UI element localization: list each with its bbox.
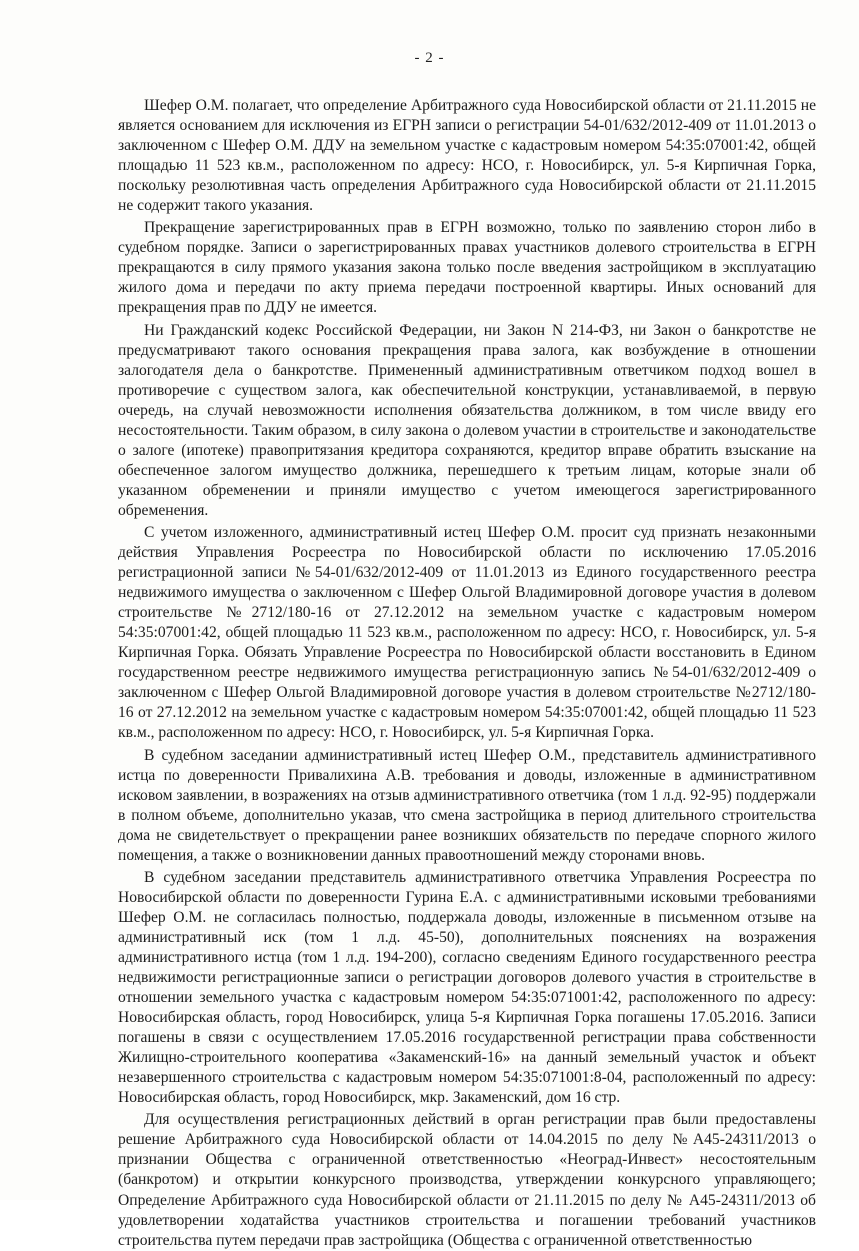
paragraph: В судебном заседании административный истец Шефер О.М., представитель административного истца по доверенности Привалихина А.В. требования и доводы, изложенные в административном исковом заявлении, в возражениях на отзыв административного ответчика (том 1 л.д. 92-95) поддержали в полном объеме, дополнительно указав, что смена застройщика в период длительного строительства дома не свидетельствует о прекращении ранее возникших обязательств по передаче спорного жилого помещения, а также о возникновении данных правоотношений между сторонами вновь. [118,746,816,864]
paragraph: Для осуществления регистрационных действий в орган регистрации прав были предоставлены решение Арбитражного суда Новосибирской области от 14.04.2015 по делу №А45-24311/2013 о признании Общества с ограниченной ответственностью «Неоград-Инвест» несостоятельным (банкротом) и открытии конкурсного производства, утверждении конкурсного управляющего; Определение Арбитражного суда Новосибирской области от 21.11.2015 по делу № А45-24311/2013 об удовлетворении ходатайства участников строительства и погашении требований участников строительства путем передачи прав застройщика (Общества с ограниченной ответственностью [118,1111,816,1249]
paragraph: С учетом изложенного, административный истец Шефер О.М. просит суд признать незаконными действия Управления Росреестра по Новосибирской области по исключению 17.05.2016 регистрационной записи №54-01/632/2012-409 от 11.01.2013 из Единого государственного реестра недвижимого имущества о заключенном с Шефер Ольгой Владимировной договоре участия в долевом строительстве №2712/180-16 от 27.12.2012 на земельном участке с кадастровым номером 54:35:07001:42, общей площадью 11 523 кв.м., расположенном по адресу: НСО, г. Новосибирск, ул. 5-я Кирпичная Горка. Обязать Управление Росреестра по Новосибирской области восстановить в Едином государственном реестре недвижимого имущества регистрационную запись №54-01/632/2012-409 о заключенном с Шефер Ольгой Владимировной договоре участия в долевом строительстве №2712/180-16 от 27.12.2012 на земельном участке с кадастровым номером 54:35:07001:42, общей площадью 11 523 кв.м., расположенном по адресу: НСО, г. Новосибирск, ул. 5-я Кирпичная Горка. [118,523,816,742]
paragraph: Шефер О.М. полагает, что определение Арбитражного суда Новосибирской области от 21.11.2015 не является основанием для исключения из ЕГРН записи о регистрации 54-01/632/2012-409 от 11.01.2013 о заключенном с Шефер О.М. ДДУ на земельном участке с кадастровым номером 54:35:07001:42, общей площадью 11 523 кв.м., расположенном по адресу: НСО, г. Новосибирск, ул. 5-я Кирпичная Горка, поскольку резолютивная часть определения Арбитражного суда Новосибирской области от 21.11.2015 не содержит такого указания. [118,97,816,215]
paragraph: Ни Гражданский кодекс Российской Федерации, ни Закон N 214-ФЗ, ни Закон о банкротстве не предусматривают такого основания прекращения права залога, как возбуждение в отношении залогодателя дела о банкротстве. Примененный административным ответчиком подход вошел в противоречие с существом залога, как обеспечительной конструкции, устанавливаемой, в первую очередь, на случай невозможности исполнения обязательства должником, в том числе ввиду его несостоятельности. Таким образом, в силу закона о долевом участии в строительстве и законодательстве о залоге (ипотеке) правопритязания кредитора сохраняются, кредитор вправе обратить взыскание на обеспеченное залогом имущество должника, перешедшего к третьим лицам, которые знали об указанном обременении и приняли имущество с учетом имеющегося зарегистрированного обременения. [118,321,816,519]
page-number: - 2 - [414,50,445,66]
paragraph: Прекращение зарегистрированных прав в ЕГРН возможно, только по заявлению сторон либо в судебном порядке. Записи о зарегистрированных правах участников долевого строительства в ЕГРН прекращаются в силу прямого указания закона только после введения застройщиком в эксплуатацию жилого дома и передачи по акту приема передачи построенной квартиры. Иных оснований для прекращения прав по ДДУ не имеется. [118,219,816,317]
paragraph: В судебном заседании представитель административного ответчика Управления Росреестра по Новосибирской области по доверенности Гурина Е.А. с административными исковыми требованиями Шефер О.М. не согласилась полностью, поддержала доводы, изложенные в письменном отзыве на административный иск (том 1 л.д. 45-50), дополнительных пояснениях на возражения административного истца (том 1 л.д. 194-200), согласно сведениям Единого государственного реестра недвижимости регистрационные записи о регистрации договоров долевого участия в строительстве в отношении земельного участка с кадастровым номером 54:35:071001:42, расположенного по адресу: Новосибирская область, город Новосибирск, улица 5-я Кирпичная Горка погашены 17.05.2016. Записи погашены в связи с осуществлением 17.05.2016 государственной регистрации права собственности Жилищно-строительного кооператива «Закаменский-16» на данный земельный участок и объект незавершенного строительства с кадастровым номером 54:35:071001:8-04, расположенный по адресу: Новосибирская область, город Новосибирск, мкр. Закаменский, дом 16 стр. [118,868,816,1107]
document-body [118,96,816,1251]
